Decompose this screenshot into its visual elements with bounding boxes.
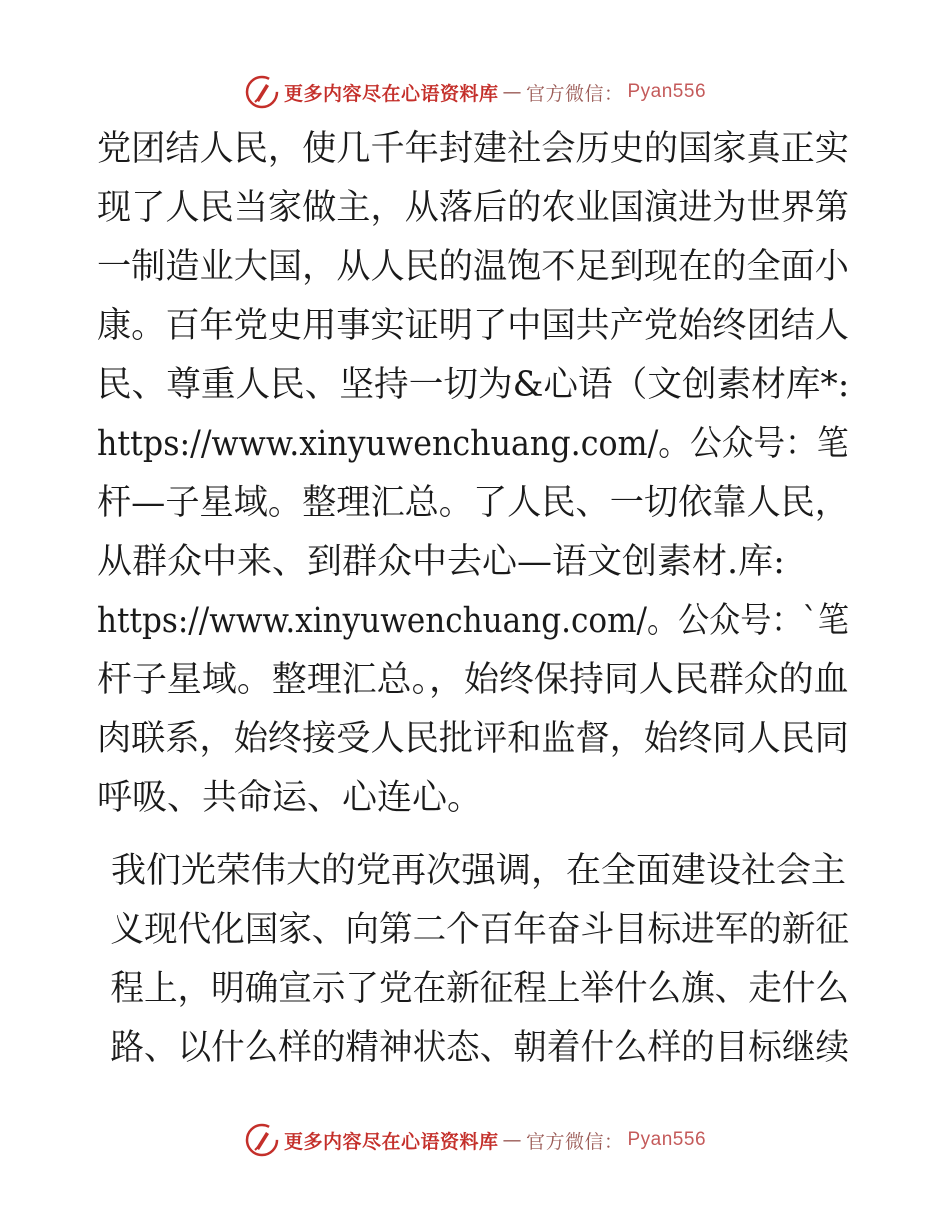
text-line: https://www.xinyuwenchuang.com/。公众号：笔 bbox=[97, 424, 849, 464]
text-line: 呼吸、共命运、心连心。 bbox=[97, 778, 483, 818]
text-line: 杆子星域。整理汇总。，始终保持同人民群众的血 bbox=[97, 660, 849, 700]
text-line: 程上，明确宣示了党在新征程上举什么旗、走什么 bbox=[110, 969, 850, 1009]
watermark-separator: — bbox=[502, 1129, 522, 1151]
text-line: 我们光荣伟大的党再次强调，在全面建设社会主 bbox=[111, 851, 847, 891]
text-line: 肉联系，始终接受人民批评和监督，始终同人民同 bbox=[97, 719, 849, 759]
text-line: 现了人民当家做主，从落后的农业国演进为世界第 bbox=[97, 188, 849, 228]
watermark-separator: — bbox=[502, 81, 522, 103]
text-line: https://www.xinyuwenchuang.com/。公众号：`笔 bbox=[97, 601, 850, 641]
text-line: 路、以什么样的精神状态、朝着什么样的目标继续 bbox=[110, 1028, 850, 1068]
watermark-wechat-label: 官方微信： bbox=[525, 1130, 624, 1153]
paragraph-1 bbox=[97, 120, 849, 828]
text-line: 民、尊重人民、坚持一切为&心语（文创素材库*: bbox=[97, 365, 850, 405]
text-line: 党团结人民，使几千年封建社会历史的国家真正实 bbox=[97, 129, 849, 169]
text-line: 从群众中来、到群众中去心—语文创素材.库: bbox=[97, 542, 785, 582]
watermark-wechat-id: Pyan556 bbox=[627, 1129, 707, 1150]
text-line: 义现代化国家、向第二个百年奋斗目标进军的新征 bbox=[110, 910, 850, 950]
quill-pen-circle-icon bbox=[244, 1122, 280, 1158]
quill-pen-circle-icon bbox=[244, 74, 280, 110]
watermark-wechat-id: Pyan556 bbox=[627, 81, 707, 102]
paragraph-2 bbox=[97, 842, 849, 1078]
text-line: 康。百年党史用事实证明了中国共产党始终团结人 bbox=[97, 306, 849, 346]
text-line: 一制造业大国，从人民的温饱不足到现在的全面小 bbox=[97, 247, 849, 287]
text-line: 杆—子星域。整理汇总。了人民、一切依靠人民， bbox=[97, 483, 849, 523]
watermark-wechat-label: 官方微信： bbox=[525, 82, 624, 105]
footer-watermark bbox=[0, 1120, 950, 1160]
watermark-title: 更多内容尽在心语资料库 bbox=[283, 1130, 499, 1153]
document-body bbox=[97, 120, 849, 1078]
header-watermark bbox=[0, 72, 950, 112]
watermark-title: 更多内容尽在心语资料库 bbox=[283, 82, 499, 105]
